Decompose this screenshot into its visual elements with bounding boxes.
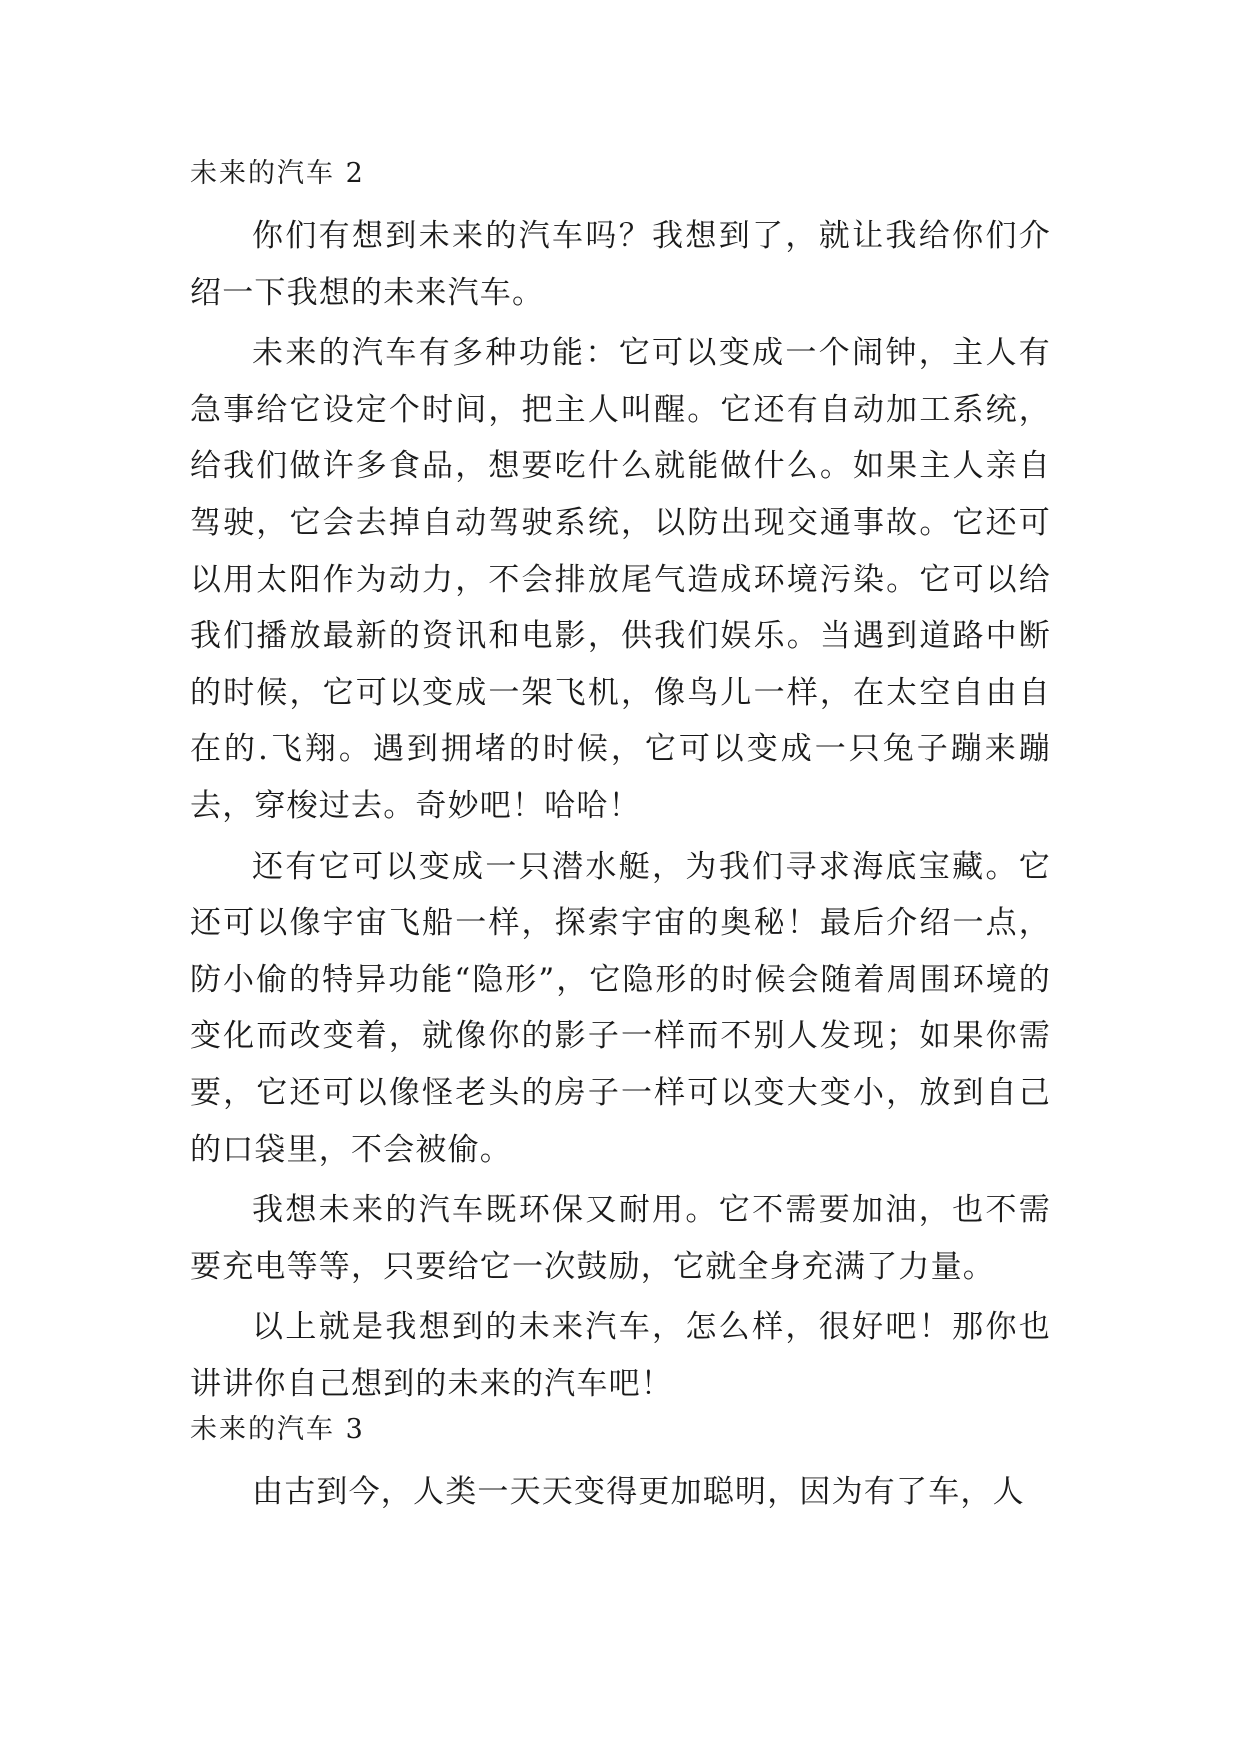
paragraph: 我想未来的汽车既环保又耐用。它不需要加油，也不需要充电等等，只要给它一次鼓励，它就全身充满了力量。 bbox=[190, 1192, 1051, 1285]
section-title: 未来的汽车 2 bbox=[190, 158, 365, 189]
paragraph: 由古到今，人类一天天变得更加聪明，因为有了车，人 bbox=[252, 1474, 1025, 1511]
paragraph: 你们有想到未来的汽车吗？我想到了，就让我给你们介绍一下我想的未来汽车。 bbox=[190, 218, 1051, 311]
paragraph: 还有它可以变成一只潜水艇，为我们寻求海底宝藏。它还可以像宇宙飞船一样，探索宇宙的奥秘！最后介绍一点，防小偷的特异功能“隐形”，它隐形的时候会随着周围环境的变化而改变着，就像你的影子一样而不别人发现；如果你需要，它还可以像怪老头的房子一样可以变大变小，放到自己的口袋里，不会被偷。 bbox=[190, 848, 1051, 1168]
paragraph: 未来的汽车有多种功能：它可以变成一个闹钟，主人有急事给它设定个时间，把主人叫醒。它还有自动加工系统，给我们做许多食品，想要吃什么就能做什么。如果主人亲自驾驶，它会去掉自动驾驶系统，以防出现交通事故。它还可以用太阳作为动力，不会排放尾气造成环境污染。它可以给我们播放最新的资讯和电影，供我们娱乐。当遇到道路中断的时候，它可以变成一架飞机，像鸟儿一样，在太空自由自在的.飞翔。遇到拥堵的时候，它可以变成一只兔子蹦来蹦去，穿梭过去。奇妙吧！哈哈！ bbox=[190, 335, 1051, 824]
section-title: 未来的汽车 3 bbox=[190, 1414, 365, 1446]
paragraph: 以上就是我想到的未来汽车，怎么样，很好吧！那你也讲讲你自己想到的未来的汽车吧！ bbox=[190, 1309, 1051, 1402]
